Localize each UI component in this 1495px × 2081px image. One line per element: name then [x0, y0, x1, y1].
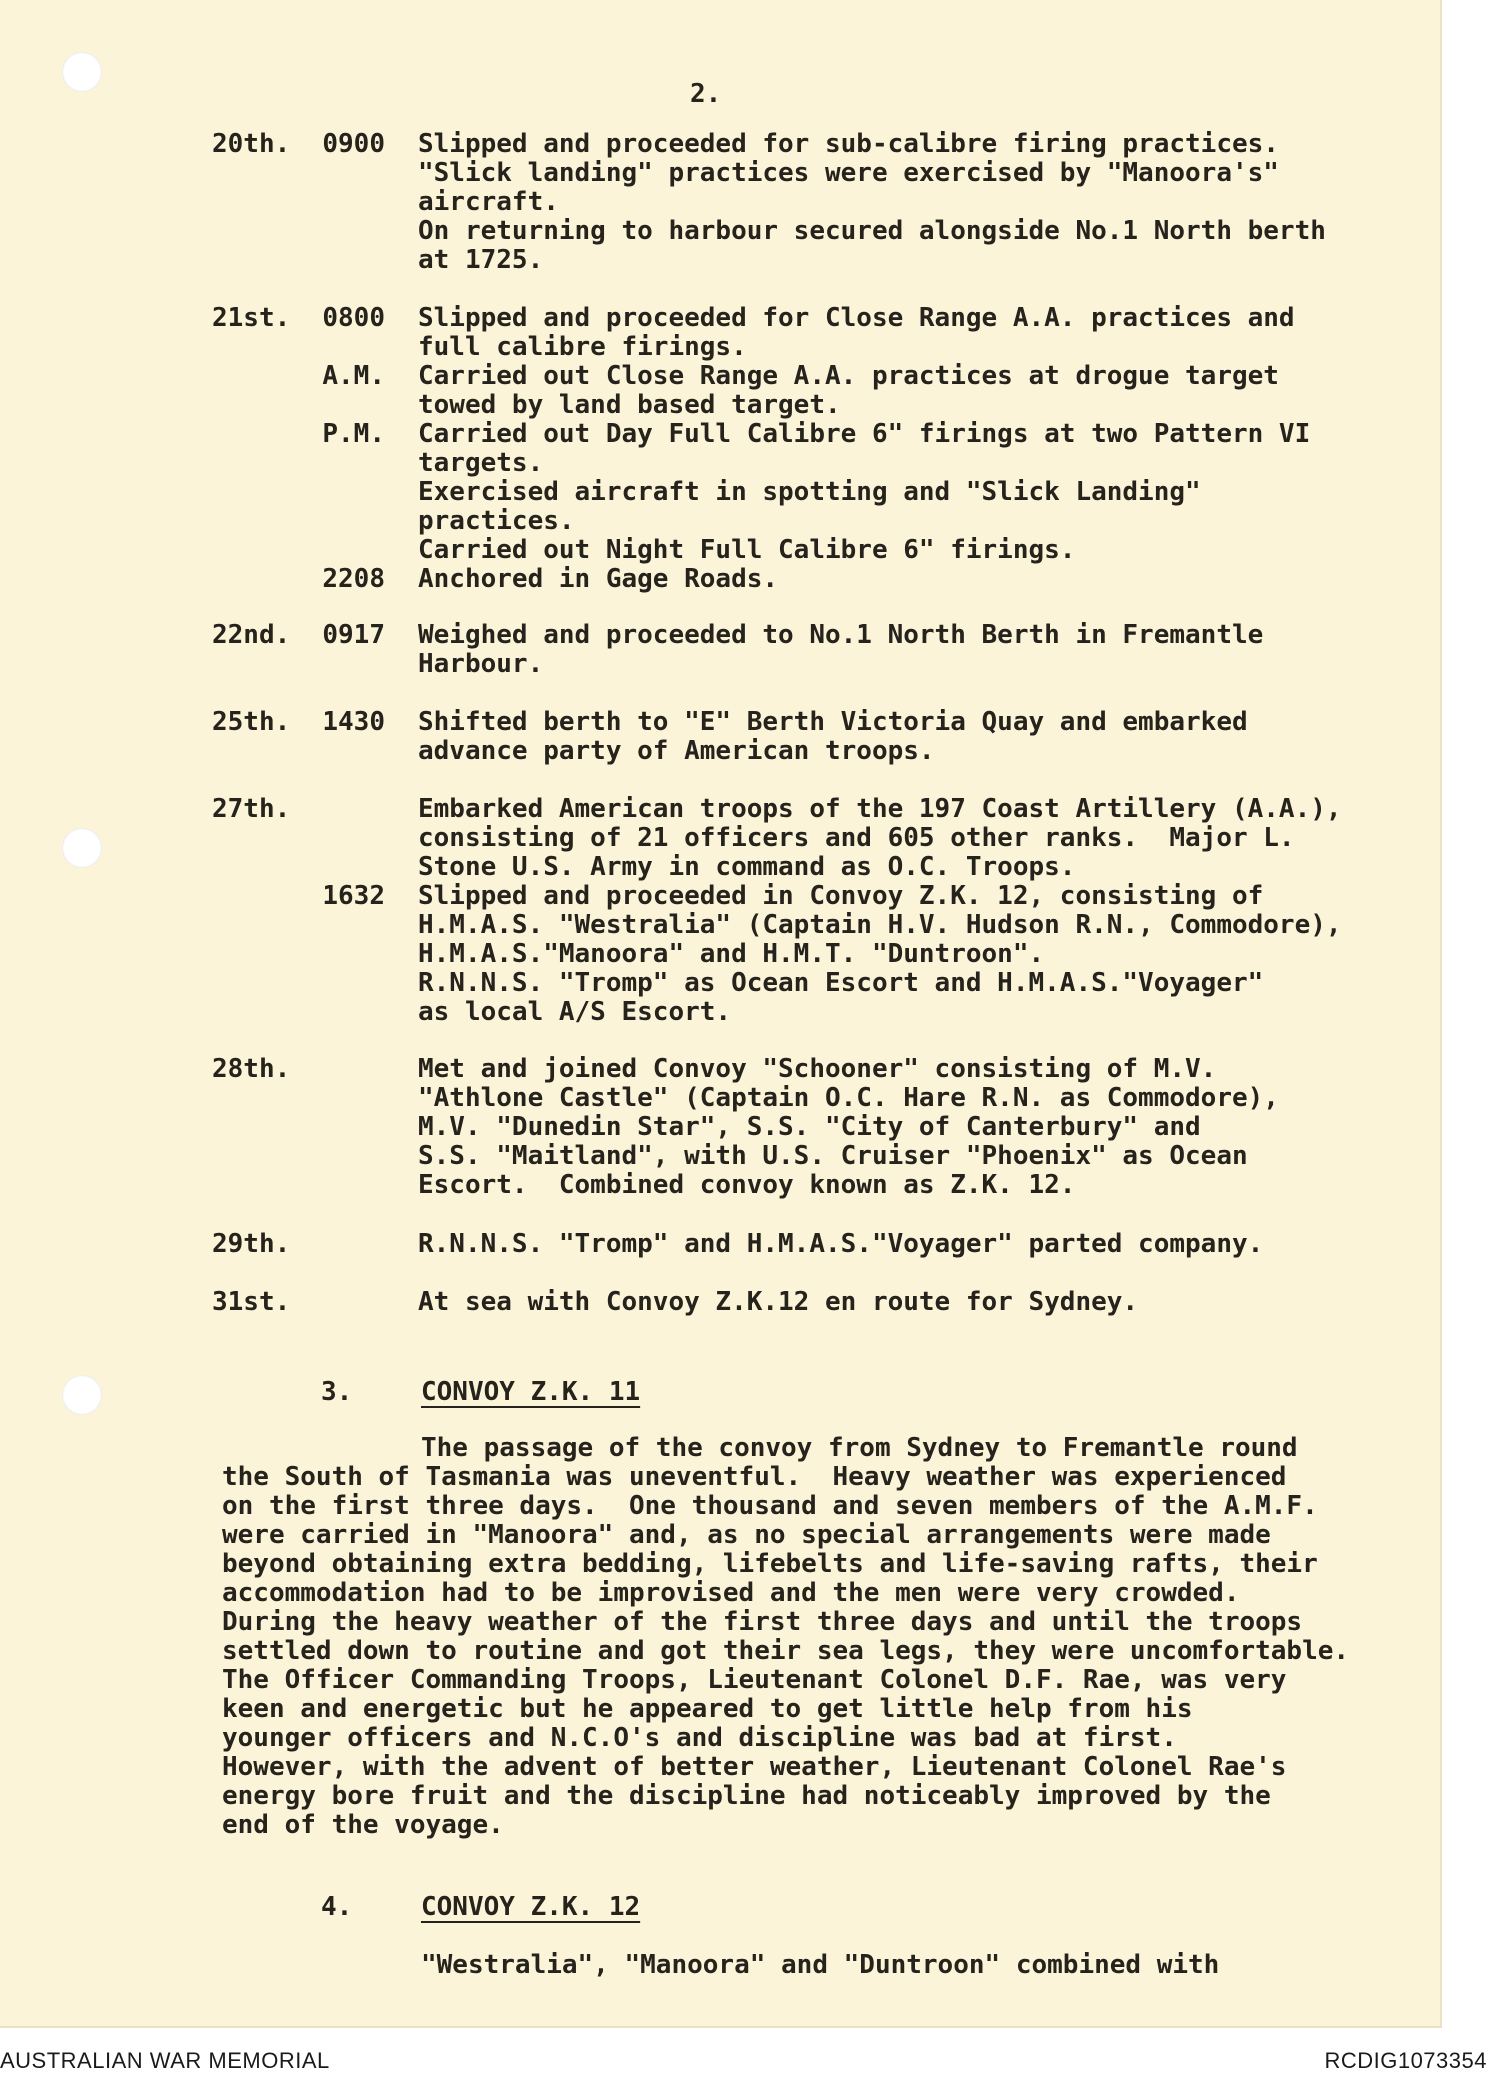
- entry-text-line: Exercised aircraft in spotting and "Slick Landing": [418, 477, 1201, 507]
- entry-text-line: On returning to harbour secured alongside No.1 North berth: [418, 216, 1326, 246]
- entry-text-line: Met and joined Convoy "Schooner" consisting of M.V.: [418, 1054, 1217, 1084]
- entry-date: 20th.: [212, 129, 291, 159]
- entry-text-line: Carried out Day Full Calibre 6" firings at two Pattern VI: [418, 419, 1311, 449]
- entry-text-line: aircraft.: [418, 187, 559, 217]
- entry-text-line: at 1725.: [418, 245, 544, 275]
- entry-date: 28th.: [212, 1054, 291, 1084]
- entry-time: 1430: [322, 707, 385, 737]
- entry-date: 22nd.: [212, 620, 291, 650]
- entry-time: 0800: [322, 303, 385, 333]
- section-number: 3.: [321, 1377, 353, 1407]
- entry-text-line: Slipped and proceeded in Convoy Z.K. 12, consisting of: [418, 881, 1264, 911]
- entry-text-line: Carried out Night Full Calibre 6" firings.: [418, 535, 1076, 565]
- paragraph-first-line: "Westralia", "Manoora" and "Duntroon" combined with: [421, 1950, 1220, 1980]
- entry-time: 2208: [322, 564, 385, 594]
- entry-text-line: Anchored in Gage Roads.: [418, 564, 779, 594]
- paragraph-line: younger officers and N.C.O's and discipline was bad at first.: [222, 1723, 1177, 1753]
- paragraph-line: end of the voyage.: [222, 1810, 504, 1840]
- entry-text-line: Escort. Combined convoy known as Z.K. 12.: [418, 1170, 1076, 1200]
- punch-hole: [62, 828, 102, 868]
- footer-archive-name: AUSTRALIAN WAR MEMORIAL: [0, 2048, 330, 2073]
- entry-text-line: Stone U.S. Army in command as O.C. Troops.: [418, 852, 1076, 882]
- entry-text-line: Shifted berth to "E" Berth Victoria Quay and embarked: [418, 707, 1248, 737]
- paragraph-line: the South of Tasmania was uneventful. Heavy weather was experienced: [222, 1462, 1287, 1492]
- page-number: 2.: [690, 79, 722, 109]
- entry-text-line: Carried out Close Range A.A. practices at drogue target: [418, 361, 1279, 391]
- entry-text-line: practices.: [418, 506, 575, 536]
- paragraph-line: on the first three days. One thousand and seven members of the A.M.F.: [222, 1491, 1318, 1521]
- entry-time: P.M.: [322, 419, 385, 449]
- entry-text-line: advance party of American troops.: [418, 736, 935, 766]
- entry-date: 27th.: [212, 794, 291, 824]
- entry-text-line: Weighed and proceeded to No.1 North Berth in Fremantle: [418, 620, 1264, 650]
- paragraph-line: However, with the advent of better weather, Lieutenant Colonel Rae's: [222, 1752, 1287, 1782]
- entry-text-line: towed by land based target.: [418, 390, 841, 420]
- entry-date: 31st.: [212, 1287, 291, 1317]
- entry-text-line: Harbour.: [418, 649, 544, 679]
- entry-text-line: "Slick landing" practices were exercised by "Manoora's": [418, 158, 1279, 188]
- entry-text-line: M.V. "Dunedin Star", S.S. "City of Canterbury" and: [418, 1112, 1201, 1142]
- section-number: 4.: [321, 1892, 353, 1922]
- section-title: CONVOY Z.K. 11: [421, 1377, 641, 1407]
- entry-text-line: R.N.N.S. "Tromp" as Ocean Escort and H.M.A.S."Voyager": [418, 968, 1264, 998]
- entry-date: 29th.: [212, 1229, 291, 1259]
- paragraph-line: energy bore fruit and the discipline had noticeably improved by the: [222, 1781, 1271, 1811]
- entry-text-line: H.M.A.S. "Westralia" (Captain H.V. Hudson R.N., Commodore),: [418, 910, 1342, 940]
- entry-text-line: Slipped and proceeded for Close Range A.A. practices and: [418, 303, 1295, 333]
- entry-text-line: At sea with Convoy Z.K.12 en route for Sydney.: [418, 1287, 1139, 1317]
- entry-text-line: Embarked American troops of the 197 Coast Artillery (A.A.),: [418, 794, 1342, 824]
- entry-text-line: S.S. "Maitland", with U.S. Cruiser "Phoenix" as Ocean: [418, 1141, 1248, 1171]
- entry-text-line: targets.: [418, 448, 544, 478]
- paragraph-line: The Officer Commanding Troops, Lieutenant Colonel D.F. Rae, was very: [222, 1665, 1287, 1695]
- entry-text-line: H.M.A.S."Manoora" and H.M.T. "Duntroon".: [418, 939, 1045, 969]
- paragraph-line: accommodation had to be improvised and the men were very crowded.: [222, 1578, 1240, 1608]
- paragraph-line: settled down to routine and got their sea legs, they were uncomfortable.: [222, 1636, 1350, 1666]
- entry-date: 21st.: [212, 303, 291, 333]
- section-paragraph: [222, 1463, 1349, 1840]
- paragraph-line: were carried in "Manoora" and, as no special arrangements were made: [222, 1520, 1271, 1550]
- footer-record-id: RCDIG1073354: [1324, 2048, 1487, 2073]
- punch-hole: [62, 1375, 102, 1415]
- entry-time: 0900: [322, 129, 385, 159]
- entry-text-line: full calibre firings.: [418, 332, 747, 362]
- paragraph-line: beyond obtaining extra bedding, lifebelts and life-saving rafts, their: [222, 1549, 1318, 1579]
- entry-text-line: "Athlone Castle" (Captain O.C. Hare R.N. as Commodore),: [418, 1083, 1279, 1113]
- entry-time: A.M.: [322, 361, 385, 391]
- paragraph-first-line: The passage of the convoy from Sydney to Fremantle round: [421, 1433, 1298, 1463]
- entry-text-line: consisting of 21 officers and 605 other ranks. Major L.: [418, 823, 1295, 853]
- punch-hole: [62, 52, 102, 92]
- paragraph-line: keen and energetic but he appeared to get little help from his: [222, 1694, 1193, 1724]
- entry-time: 1632: [322, 881, 385, 911]
- section-title: CONVOY Z.K. 12: [421, 1892, 641, 1922]
- entry-date: 25th.: [212, 707, 291, 737]
- entry-time: 0917: [322, 620, 385, 650]
- entry-text-line: R.N.N.S. "Tromp" and H.M.A.S."Voyager" parted company.: [418, 1229, 1264, 1259]
- entry-text-line: as local A/S Escort.: [418, 997, 732, 1027]
- entry-text-line: Slipped and proceeded for sub-calibre firing practices.: [418, 129, 1279, 159]
- paragraph-line: During the heavy weather of the first three days and until the troops: [222, 1607, 1303, 1637]
